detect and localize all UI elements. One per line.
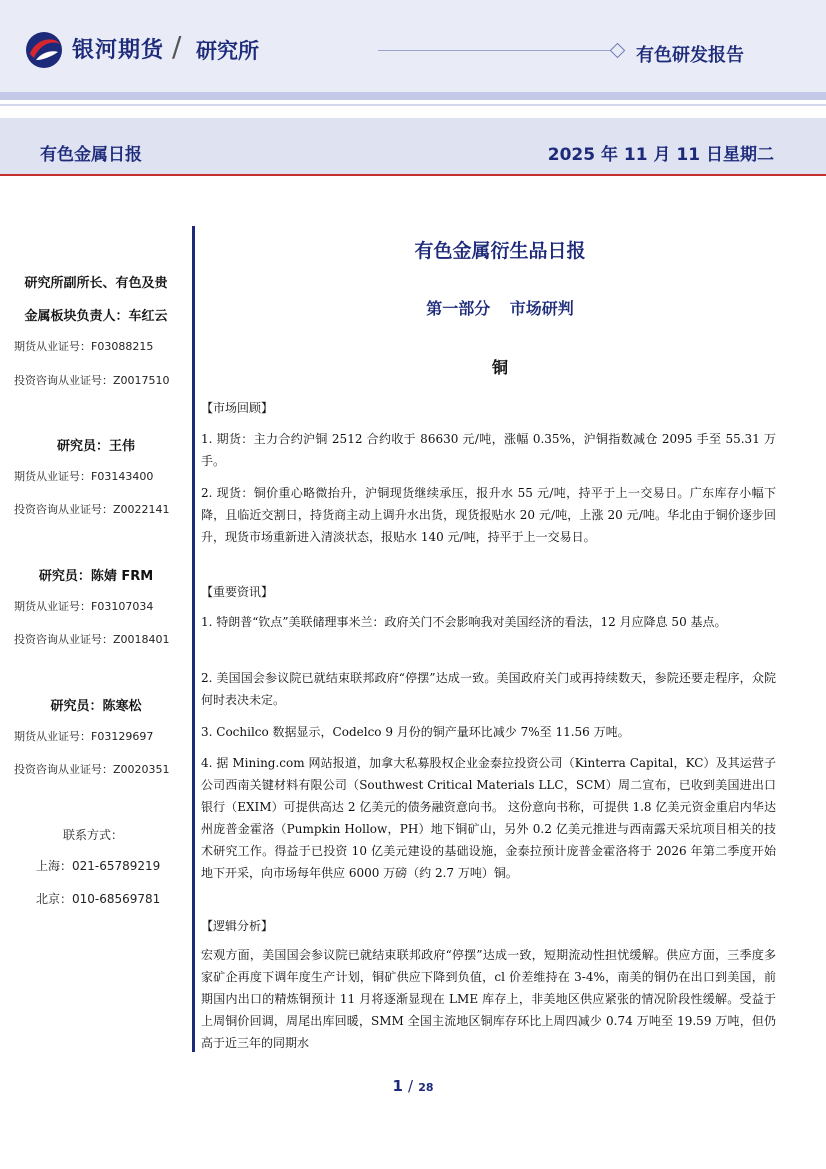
brand-separator: / — [172, 30, 182, 63]
institute-name: 研究所 — [196, 39, 259, 63]
logic-heading: 【逻辑分析】 — [201, 919, 274, 933]
lead-futures-license: 期货从业证号：F03088215 — [14, 340, 154, 353]
header-divider — [378, 50, 616, 51]
brand-name: 银河期货 — [72, 38, 165, 63]
page-current: 1 — [392, 1077, 403, 1095]
analyst-futures-license: 期货从业证号：F03129697 — [14, 730, 154, 743]
header-stripe-thin — [0, 104, 826, 106]
contact-beijing: 北京：010-68569781 — [36, 892, 161, 906]
part-title: 第一部分 市场研判 — [426, 299, 574, 318]
news-item: 2. 美国国会参议院已就结束联邦政府“停摆”达成一致。美国政府关门或再持续数天，参院还要走程序，众院何时表决未定。 — [201, 671, 776, 707]
page-number — [0, 1076, 826, 1095]
report-type: 有色研发报告 — [636, 45, 744, 66]
analyst-name: 研究员：王伟 — [56, 439, 135, 454]
analyst-invest-license: 投资咨询从业证号：Z0020351 — [14, 763, 170, 776]
section-title: 铜 — [491, 358, 508, 377]
news-item: 1. 特朗普“钦点”美联储理事米兰：政府关门不会影响我对美国经济的看法，12 月应降息 50 基点。 — [201, 615, 727, 629]
contact-shanghai: 上海：021-65789219 — [36, 859, 161, 873]
main-title: 有色金属衍生品日报 — [414, 240, 586, 262]
report-date: 2025 年 11 月 11 日星期二 — [547, 145, 774, 165]
news-item: 4. 据 Mining.com 网站报道，加拿大私募股权企业金泰拉投资公司（Kinterra Capital，KC）及其运营子公司西南关键材料有限公司（Southwest Critical Materials LLC，SCM）周二宣布，已收到美国进出口银行（EXIM）可提供高达 2 亿美元的债务融资意向书。 这份意向书称，可提供 1.8 亿美元资金重启内华达州庞普金霍洛（Pumpkin Hollow，PH）地下铜矿山，另外 0.2 亿美元推进与西南露天采坑项目相关的技术研究工作。得益于已投资 10 亿美元建设的基础设施，金泰拉预计庞普金霍洛将于 2026 年第二季度开始地下开采，向市场每年供应 6000 万磅（约 2.7 万吨）铜。 — [201, 756, 776, 880]
lead-invest-license: 投资咨询从业证号：Z0017510 — [14, 374, 170, 387]
sidebar-divider — [192, 226, 195, 1052]
analyst-invest-license: 投资咨询从业证号：Z0018401 — [14, 633, 170, 646]
header-stripe — [0, 92, 826, 100]
analyst-name: 研究员：陈婧 FRM — [38, 569, 154, 584]
news-heading: 【重要资讯】 — [201, 585, 274, 599]
market-review-paragraph: 1. 期货：主力合约沪铜 2512 合约收于 86630 元/吨，涨幅 0.35%，沪铜指数减仓 2095 手至 55.31 万手。 — [201, 432, 776, 468]
lead-title-line1: 研究所副所长、有色及贵 — [24, 276, 168, 291]
analyst-name: 研究员：陈寒松 — [50, 699, 142, 714]
page-separator: / — [408, 1077, 414, 1095]
market-review-paragraph: 2. 现货：铜价重心略微抬升，沪铜现货继续承压，报升水 55 元/吨，持平于上一交易日。广东库存小幅下降，且临近交割日，持货商主动上调升水出货，现货报贴水 20 元/吨，上涨 20 元/吨。华北由于铜价逐步回升，现货市场重新进入清淡状态，报贴水 140 元/吨，持平于上一交易日。 — [201, 486, 776, 544]
analyst-futures-license: 期货从业证号：F03107034 — [14, 600, 154, 613]
galaxy-logo-icon — [24, 30, 64, 70]
market-review-heading: 【市场回顾】 — [201, 401, 274, 415]
lead-title-line2: 金属板块负责人：车红云 — [24, 309, 168, 324]
logic-paragraph: 宏观方面，美国国会参议院已就结束联邦政府“停摆”达成一致，短期流动性担忧缓解。供应方面，三季度多家矿企再度下调年度生产计划，铜矿供应下降到负值，cl 价差维持在 3-4%，南美的铜仍在出口到美国，前期国内出口的精炼铜预计 11 月将逐渐显现在 LME 库存上，非美地区供应紧张的情况阶段性缓解。受益于上周铜价回调，周尾出库回暖，SMM 全国主流地区铜库存环比上周四减少 0.74 万吨至 19.59 万吨，但仍高于近三年的同期水 — [201, 948, 776, 1050]
contact-label: 联系方式： — [62, 828, 123, 842]
analyst-invest-license: 投资咨询从业证号：Z0022141 — [14, 503, 170, 516]
report-name: 有色金属日报 — [40, 145, 142, 165]
subheader-red-line — [0, 174, 826, 176]
page-total: 28 — [418, 1081, 434, 1094]
analyst-futures-license: 期货从业证号：F03143400 — [14, 470, 154, 483]
news-item: 3. Cochilco 数据显示，Codelco 9 月份的铜产量环比减少 7%至 11.56 万吨。 — [201, 725, 630, 739]
